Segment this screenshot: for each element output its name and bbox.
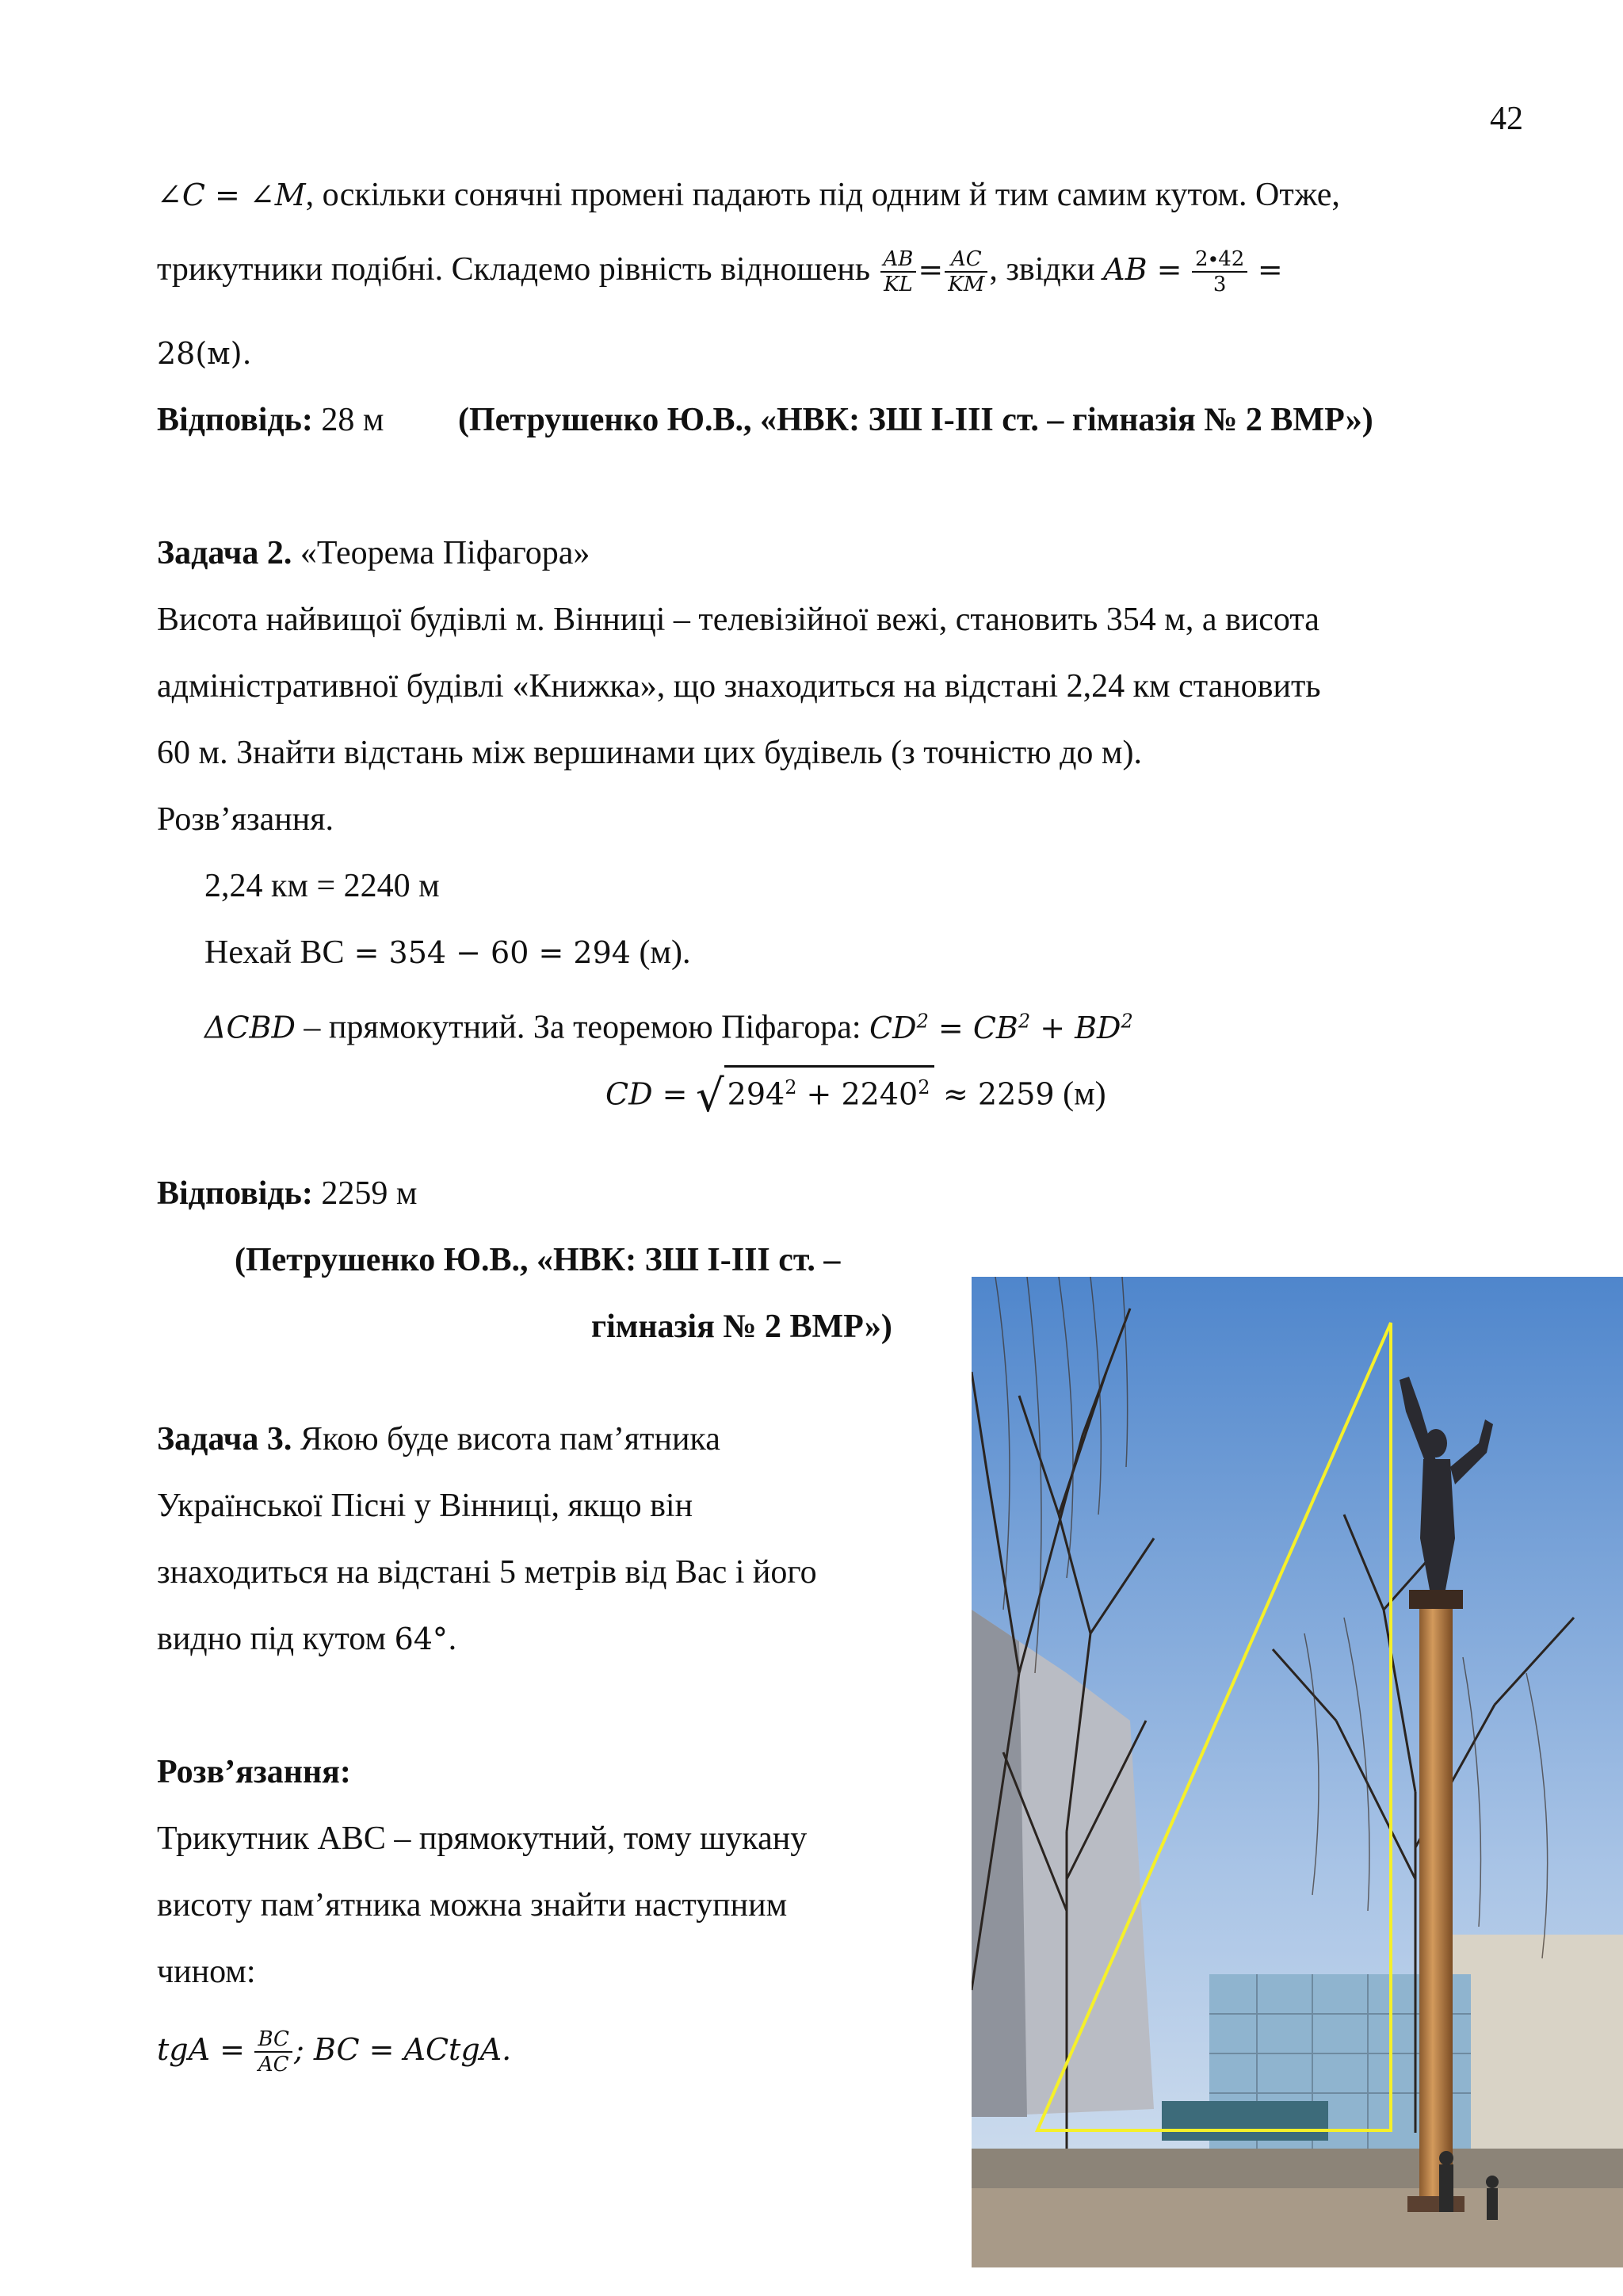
answer-1-label: Відповідь: (157, 402, 313, 438)
comma-from: , звідки (989, 251, 1095, 288)
task-2-line-2: адміністративної будівлі «Книжка», що знаходиться на відстані 2,24 км становить (157, 668, 1321, 705)
task-2-label: Задача 2. (157, 535, 292, 571)
task-3-line-2: Української Пісні у Вінниці, якщо він (157, 1488, 693, 1524)
task-3-sol-3: чином: (157, 1954, 256, 1990)
tg-lhs: tgA = (157, 2032, 245, 2067)
task-3-line-3: знаходиться на відстані 5 метрів від Вас і його (157, 1554, 817, 1591)
frac1-num: AB (880, 247, 917, 273)
task-3-line-1 (157, 1419, 720, 1460)
task-3-line-1-text: Якою буде висота пам’ятника (300, 1421, 720, 1457)
tg-formula (157, 2018, 511, 2081)
answer-2-value: 2259 м (321, 1175, 418, 1212)
task-3-sol-1: Трикутник АВС – прямокутний, тому шукану (157, 1820, 808, 1857)
eq-sign: = (918, 252, 944, 287)
fraction-bc-ac (254, 2027, 292, 2076)
frac1-den: KL (884, 273, 913, 297)
task-3-line-4-text: видно під кутом (157, 1621, 387, 1657)
fraction-ac-km (945, 247, 987, 296)
cd-lhs: CD = (605, 1076, 688, 1112)
left-building-shade (972, 1610, 1027, 2117)
pavement (972, 2188, 1623, 2267)
angle-64: 64°. (394, 1622, 457, 1656)
task-2-solution-label: Розв’язання. (157, 801, 334, 838)
radicand-294: 294 (727, 1076, 785, 1112)
fraction-ab-kl (880, 247, 917, 296)
pythagoras-formula (869, 1010, 1133, 1045)
task-3-line-4 (157, 1618, 457, 1660)
intro-line-1-text: , оскільки сонячні промені падають під одним й тим самим кутом. Отже, (305, 177, 1340, 213)
sq-3: 2 (1121, 1010, 1133, 1032)
page-number: 42 (1490, 101, 1523, 137)
column-base (1407, 2196, 1465, 2212)
answer-2-label: Відповідь: (157, 1175, 313, 1212)
monument-photo (972, 1277, 1623, 2267)
task-2-step-1: 2,24 км = 2240 м (204, 868, 440, 904)
answer-2-credit-line-2: гімназія № 2 ВМР») (591, 1308, 892, 1345)
tg-den: AC (258, 2053, 289, 2077)
cd-result: ≈ 2259 (942, 1076, 1055, 1112)
right-building (1447, 1935, 1623, 2164)
monument-column (1419, 1594, 1453, 2204)
sqrt-sign: √ (695, 1071, 724, 1123)
task-2-step-3 (204, 1000, 1133, 1049)
cd-equation (605, 1065, 1106, 1122)
formula-bd: + BD (1030, 1010, 1121, 1045)
tg-num: BC (254, 2027, 292, 2053)
angle-equation: ∠C = ∠M (157, 178, 306, 212)
answer-1 (157, 399, 384, 441)
formula-cd: CD (869, 1010, 917, 1045)
column-capital (1409, 1590, 1463, 1609)
task-2-step-2 (204, 932, 691, 973)
intro-line-3: 28(м). (157, 336, 252, 371)
task-3-solution-label: Розв’язання: (157, 1754, 351, 1790)
step-2-text: Нехай ВС (204, 934, 345, 971)
triangle-cbd: ΔCBD (204, 1010, 296, 1045)
task-2-heading (157, 533, 590, 574)
sq-2: 2 (1018, 1010, 1031, 1032)
tram (1162, 2101, 1328, 2141)
eq-end: = (1257, 252, 1283, 287)
intro-line-2-text: трикутники подібні. Складемо рівність відношень (157, 251, 871, 288)
frac2-den: KM (948, 273, 985, 297)
answer-1-credit: (Петрушенко Ю.В., «НВК: ЗШ І-ІІІ ст. – гімназія № 2 ВМР») (458, 402, 1373, 438)
task-2-title: «Теорема Піфагора» (300, 535, 590, 571)
cd-unit: (м) (1054, 1075, 1106, 1113)
answer-2-credit-line-1: (Петрушенко Ю.В., «НВК: ЗШ І-ІІІ ст. – (235, 1242, 841, 1278)
ab-equation: AB = (1103, 252, 1182, 287)
frac3-den: 3 (1212, 273, 1227, 297)
formula-cb: = CB (928, 1010, 1018, 1045)
answer-2 (157, 1173, 417, 1214)
fraction-2-42-3 (1192, 247, 1247, 296)
step-3-text: – прямокутний. За теоремою Піфагора: (295, 1009, 870, 1046)
step-2-math: = 354 − 60 = 294 (344, 935, 631, 970)
intro-line-2 (157, 238, 1283, 301)
sqrt-radicand (724, 1065, 935, 1114)
frac2-num: AC (945, 247, 987, 273)
sq-1: 2 (916, 1010, 929, 1032)
answer-1-value: 28 м (321, 402, 384, 438)
sq-4: 2 (785, 1076, 797, 1098)
tg-rest: ; BC = ACtgA. (293, 2032, 512, 2067)
task-2-line-1: Висота найвищої будівлі м. Вінниці – телевізійної вежі, становить 354 м, а висота (157, 602, 1319, 638)
radicand-2240: + 2240 (796, 1076, 918, 1112)
intro-line-1 (157, 174, 1340, 216)
task-2-line-3: 60 м. Знайти відстань між вершинами цих будівель (з точністю до м). (157, 735, 1142, 771)
frac3-num: 2∙42 (1192, 247, 1247, 273)
step-2-unit: (м). (630, 934, 691, 971)
monument-photo-svg (972, 1277, 1623, 2267)
sq-5: 2 (918, 1076, 930, 1098)
task-3-sol-2: висоту пам’ятника можна знайти наступним (157, 1887, 788, 1924)
task-3-label: Задача 3. (157, 1421, 292, 1457)
